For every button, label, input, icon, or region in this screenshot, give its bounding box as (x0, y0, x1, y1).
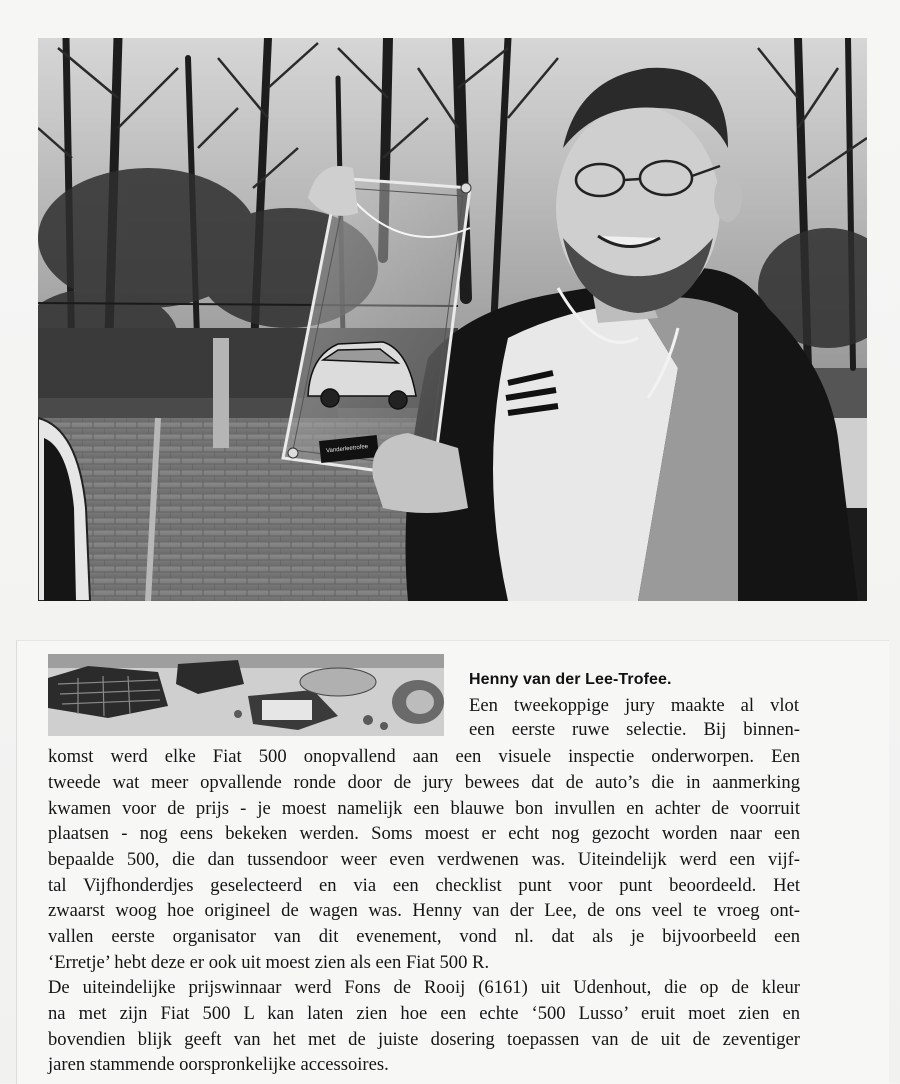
article-line: jaren stammende oorspronkelijke accessoires. (48, 1054, 389, 1075)
article-line: tal Vijfhonderdjes geselecteerd en via een checklist punt voor punt beoordeeld. Het (48, 875, 800, 896)
trophy-plaque-text: Vanderleetrofee (325, 444, 369, 455)
article-line: De uiteindelijke prijswinnaar werd Fons de Rooij (6161) uit Udenhout, die op de kleur (48, 977, 800, 998)
article-line: na met zijn Fiat 500 L kan laten zien hoe een echte ‘500 Lusso’ eruit moet zien en (48, 1003, 800, 1024)
article-line: kwamen voor de prijs - je moest namelijk een blauwe bon invullen en achter de voorruit (48, 798, 800, 819)
article-line: plaatsen - nog eens bekeken werden. Soms moest er echt nog gezocht worden naar een (48, 823, 800, 844)
article-line: komst werd elke Fiat 500 onopvallend aan een visuele inspectie onderworpen. Een (48, 746, 800, 767)
article-line: bepaalde 500, die dan tussendoor weer even verdwenen was. Uiteindelijk werd een vijf- (48, 849, 800, 870)
small-photo (48, 654, 444, 736)
article-line: ‘Erretje’ hebt deze er ook uit moest zien als een Fiat 500 R. (48, 952, 490, 973)
article-line: vallen eerste organisator van dit evenement, vond nl. dat als je bijvoorbeeld een (48, 926, 800, 947)
main-photo-illustration (38, 38, 867, 601)
small-photo-illustration (48, 654, 444, 736)
main-photo (38, 38, 867, 601)
article-line: zwaarst woog hoe origineel de wagen was. Henny van der Lee, de ons veel te vroeg ont- (48, 900, 800, 921)
article-line: Een tweekoppige jury maakte al vlot (469, 695, 799, 716)
article-line: bovendien blijk geeft van het met de juiste dosering toepassen van de uit de zeventiger (48, 1029, 800, 1050)
article-line: tweede wat meer opvallende ronde door de jury bewees dat de auto’s die in aanmerking (48, 772, 800, 793)
article-line: een eerste ruwe selectie. Bij binnen- (469, 719, 800, 740)
article-heading: Henny van der Lee-Trofee. (469, 671, 672, 688)
